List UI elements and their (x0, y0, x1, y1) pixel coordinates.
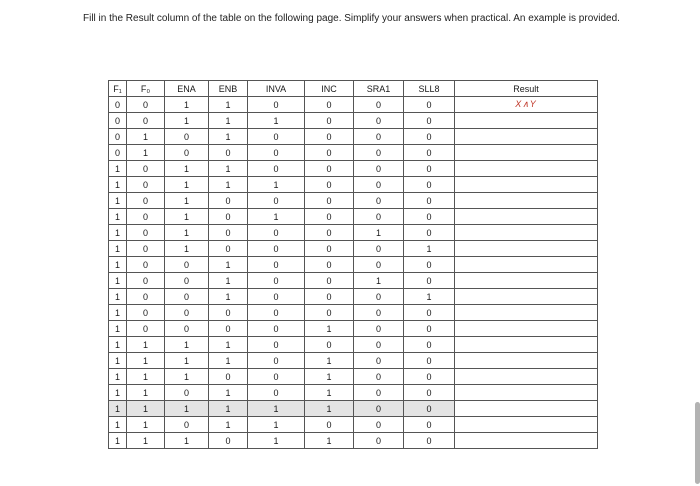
table-row (109, 161, 598, 177)
cell-f0: 0 (127, 177, 165, 193)
cell-sra1: 0 (354, 353, 404, 369)
cell-f1: 1 (109, 209, 127, 225)
cell-enb: 1 (209, 385, 248, 401)
scrollbar[interactable] (695, 402, 700, 484)
cell-inc: 1 (305, 353, 354, 369)
cell-enb: 0 (209, 433, 248, 449)
cell-f1: 1 (109, 433, 127, 449)
cell-inva: 1 (248, 113, 305, 129)
cell-f1: 1 (109, 193, 127, 209)
cell-enb: 0 (209, 145, 248, 161)
cell-inva: 1 (248, 401, 305, 417)
cell-f0: 0 (127, 97, 165, 113)
cell-inc: 0 (305, 113, 354, 129)
table-row (109, 321, 598, 337)
result-cell[interactable] (455, 385, 598, 401)
cell-sra1: 0 (354, 401, 404, 417)
cell-sll8: 0 (404, 433, 455, 449)
cell-sra1: 0 (354, 113, 404, 129)
cell-f0: 0 (127, 193, 165, 209)
cell-sra1: 0 (354, 369, 404, 385)
result-cell[interactable] (455, 289, 598, 305)
header-sra1: SRA1 (354, 81, 404, 97)
cell-sra1: 1 (354, 273, 404, 289)
table-header-row (109, 81, 598, 97)
cell-enb: 1 (209, 353, 248, 369)
cell-enb: 1 (209, 177, 248, 193)
cell-f0: 1 (127, 145, 165, 161)
cell-ena: 0 (165, 129, 209, 145)
cell-inva: 1 (248, 177, 305, 193)
cell-ena: 0 (165, 305, 209, 321)
cell-sll8: 0 (404, 369, 455, 385)
cell-inc: 1 (305, 401, 354, 417)
result-cell[interactable] (455, 145, 598, 161)
cell-f1: 0 (109, 97, 127, 113)
table-row (109, 337, 598, 353)
cell-sra1: 0 (354, 289, 404, 305)
result-cell[interactable] (455, 369, 598, 385)
cell-enb: 0 (209, 369, 248, 385)
cell-inc: 0 (305, 145, 354, 161)
cell-f0: 1 (127, 385, 165, 401)
cell-enb: 1 (209, 97, 248, 113)
cell-sra1: 0 (354, 177, 404, 193)
result-cell[interactable] (455, 113, 598, 129)
cell-ena: 1 (165, 369, 209, 385)
cell-inc: 1 (305, 433, 354, 449)
table-row (109, 177, 598, 193)
cell-inc: 0 (305, 417, 354, 433)
cell-inva: 0 (248, 257, 305, 273)
cell-inva: 0 (248, 385, 305, 401)
cell-inva: 0 (248, 145, 305, 161)
cell-inc: 1 (305, 369, 354, 385)
cell-f0: 0 (127, 209, 165, 225)
table-row (109, 225, 598, 241)
cell-sra1: 0 (354, 337, 404, 353)
result-cell[interactable] (455, 353, 598, 369)
result-cell[interactable] (455, 193, 598, 209)
cell-inc: 0 (305, 129, 354, 145)
cell-sll8: 0 (404, 177, 455, 193)
cell-enb: 1 (209, 273, 248, 289)
cell-f0: 1 (127, 129, 165, 145)
cell-f1: 1 (109, 353, 127, 369)
result-cell[interactable] (455, 321, 598, 337)
cell-sra1: 0 (354, 257, 404, 273)
cell-f1: 1 (109, 385, 127, 401)
table-row (109, 433, 598, 449)
result-cell[interactable] (455, 417, 598, 433)
result-cell[interactable] (455, 177, 598, 193)
cell-inc: 0 (305, 193, 354, 209)
cell-f0: 0 (127, 321, 165, 337)
cell-inva: 1 (248, 209, 305, 225)
cell-ena: 1 (165, 353, 209, 369)
table-row (109, 385, 598, 401)
cell-inva: 0 (248, 193, 305, 209)
cell-enb: 0 (209, 241, 248, 257)
cell-sll8: 0 (404, 353, 455, 369)
cell-f1: 1 (109, 337, 127, 353)
cell-sra1: 0 (354, 417, 404, 433)
cell-f1: 1 (109, 241, 127, 257)
cell-f0: 0 (127, 305, 165, 321)
cell-ena: 0 (165, 145, 209, 161)
cell-inc: 0 (305, 305, 354, 321)
cell-enb: 1 (209, 161, 248, 177)
cell-f0: 0 (127, 289, 165, 305)
cell-ena: 1 (165, 161, 209, 177)
cell-sra1: 0 (354, 161, 404, 177)
cell-inva: 0 (248, 161, 305, 177)
cell-sra1: 0 (354, 145, 404, 161)
cell-f1: 1 (109, 321, 127, 337)
cell-ena: 1 (165, 97, 209, 113)
cell-sll8: 0 (404, 257, 455, 273)
truth-table-sheet (108, 80, 598, 449)
cell-f0: 1 (127, 401, 165, 417)
result-cell[interactable] (455, 129, 598, 145)
cell-ena: 1 (165, 209, 209, 225)
cell-inva: 0 (248, 241, 305, 257)
cell-f1: 1 (109, 177, 127, 193)
cell-ena: 1 (165, 225, 209, 241)
cell-enb: 1 (209, 113, 248, 129)
cell-enb: 0 (209, 225, 248, 241)
cell-enb: 1 (209, 129, 248, 145)
cell-sll8: 0 (404, 145, 455, 161)
cell-inc: 0 (305, 177, 354, 193)
table-row (109, 257, 598, 273)
cell-sll8: 0 (404, 273, 455, 289)
cell-sll8: 0 (404, 401, 455, 417)
cell-ena: 0 (165, 257, 209, 273)
cell-f1: 1 (109, 273, 127, 289)
cell-inva: 1 (248, 433, 305, 449)
table-row (109, 353, 598, 369)
cell-ena: 1 (165, 177, 209, 193)
cell-enb: 1 (209, 417, 248, 433)
result-cell[interactable] (455, 225, 598, 241)
cell-f1: 0 (109, 129, 127, 145)
cell-f1: 1 (109, 289, 127, 305)
cell-f0: 0 (127, 257, 165, 273)
cell-sll8: 0 (404, 209, 455, 225)
cell-inva: 0 (248, 289, 305, 305)
cell-inva: 0 (248, 321, 305, 337)
cell-inc: 0 (305, 257, 354, 273)
result-cell[interactable] (455, 401, 598, 417)
table-row (109, 129, 598, 145)
table-row (109, 273, 598, 289)
cell-f0: 1 (127, 337, 165, 353)
cell-sll8: 0 (404, 225, 455, 241)
cell-f0: 1 (127, 353, 165, 369)
truth-table-body (109, 97, 598, 449)
cell-f0: 0 (127, 225, 165, 241)
cell-f0: 0 (127, 241, 165, 257)
cell-f1: 0 (109, 113, 127, 129)
cell-inva: 0 (248, 369, 305, 385)
cell-sra1: 0 (354, 385, 404, 401)
cell-inc: 0 (305, 209, 354, 225)
cell-inc: 0 (305, 97, 354, 113)
cell-sra1: 0 (354, 209, 404, 225)
cell-sra1: 0 (354, 193, 404, 209)
cell-f1: 1 (109, 369, 127, 385)
cell-f1: 1 (109, 401, 127, 417)
result-cell[interactable]: X∧Y (455, 97, 598, 113)
cell-ena: 0 (165, 273, 209, 289)
cell-sll8: 0 (404, 385, 455, 401)
cell-inc: 1 (305, 385, 354, 401)
cell-sll8: 0 (404, 161, 455, 177)
table-row (109, 289, 598, 305)
truth-table (108, 80, 598, 449)
cell-f1: 1 (109, 225, 127, 241)
cell-sra1: 0 (354, 305, 404, 321)
cell-ena: 0 (165, 321, 209, 337)
cell-sll8: 0 (404, 305, 455, 321)
cell-enb: 1 (209, 401, 248, 417)
header-ena: ENA (165, 81, 209, 97)
header-enb: ENB (209, 81, 248, 97)
table-row (109, 369, 598, 385)
cell-ena: 0 (165, 385, 209, 401)
table-row (109, 193, 598, 209)
cell-ena: 1 (165, 241, 209, 257)
cell-ena: 1 (165, 193, 209, 209)
cell-f1: 1 (109, 257, 127, 273)
table-row (109, 305, 598, 321)
cell-f1: 1 (109, 417, 127, 433)
cell-enb: 0 (209, 305, 248, 321)
header-sll8: SLL8 (404, 81, 455, 97)
cell-sll8: 0 (404, 97, 455, 113)
cell-sra1: 0 (354, 129, 404, 145)
cell-sra1: 0 (354, 97, 404, 113)
cell-f0: 0 (127, 161, 165, 177)
cell-inc: 0 (305, 241, 354, 257)
result-cell[interactable] (455, 257, 598, 273)
cell-inva: 1 (248, 417, 305, 433)
cell-sll8: 0 (404, 417, 455, 433)
cell-f1: 0 (109, 145, 127, 161)
cell-inc: 0 (305, 225, 354, 241)
cell-enb: 0 (209, 193, 248, 209)
cell-f0: 1 (127, 433, 165, 449)
cell-sll8: 0 (404, 193, 455, 209)
cell-enb: 0 (209, 321, 248, 337)
cell-sll8: 1 (404, 289, 455, 305)
cell-ena: 0 (165, 289, 209, 305)
instructions-text: Fill in the Result column of the table on the following page. Simplify your answers when practical. An example is provided. (83, 13, 620, 24)
cell-sra1: 1 (354, 225, 404, 241)
cell-sll8: 0 (404, 129, 455, 145)
cell-sll8: 0 (404, 113, 455, 129)
cell-inva: 0 (248, 225, 305, 241)
cell-sra1: 0 (354, 241, 404, 257)
cell-inva: 0 (248, 305, 305, 321)
cell-enb: 1 (209, 337, 248, 353)
table-row (109, 209, 598, 225)
cell-inva: 0 (248, 129, 305, 145)
result-cell[interactable] (455, 209, 598, 225)
header-f1: F₁ (109, 81, 127, 97)
header-inc: INC (305, 81, 354, 97)
result-cell[interactable] (455, 433, 598, 449)
cell-sll8: 0 (404, 337, 455, 353)
cell-ena: 1 (165, 337, 209, 353)
cell-f0: 1 (127, 369, 165, 385)
table-row (109, 417, 598, 433)
cell-ena: 1 (165, 113, 209, 129)
cell-sra1: 0 (354, 321, 404, 337)
cell-f0: 1 (127, 417, 165, 433)
cell-ena: 0 (165, 417, 209, 433)
cell-ena: 1 (165, 433, 209, 449)
cell-sll8: 1 (404, 241, 455, 257)
cell-f1: 1 (109, 305, 127, 321)
header-result: Result (455, 81, 598, 97)
cell-enb: 1 (209, 289, 248, 305)
cell-inva: 0 (248, 353, 305, 369)
result-cell[interactable] (455, 337, 598, 353)
header-inva: INVA (248, 81, 305, 97)
header-f0: F₀ (127, 81, 165, 97)
cell-sra1: 0 (354, 433, 404, 449)
table-row (109, 241, 598, 257)
result-cell[interactable] (455, 305, 598, 321)
cell-inc: 0 (305, 337, 354, 353)
table-row (109, 113, 598, 129)
cell-inc: 0 (305, 273, 354, 289)
table-row (109, 145, 598, 161)
result-cell[interactable] (455, 241, 598, 257)
table-row (109, 401, 598, 417)
cell-enb: 1 (209, 257, 248, 273)
cell-ena: 1 (165, 401, 209, 417)
cell-inc: 0 (305, 289, 354, 305)
cell-enb: 0 (209, 209, 248, 225)
cell-inva: 0 (248, 97, 305, 113)
result-cell[interactable] (455, 161, 598, 177)
cell-f1: 1 (109, 161, 127, 177)
cell-inc: 0 (305, 161, 354, 177)
cell-inva: 0 (248, 273, 305, 289)
cell-f0: 0 (127, 273, 165, 289)
result-cell[interactable] (455, 273, 598, 289)
cell-inva: 0 (248, 337, 305, 353)
cell-f0: 0 (127, 113, 165, 129)
cell-inc: 1 (305, 321, 354, 337)
table-row (109, 97, 598, 113)
cell-sll8: 0 (404, 321, 455, 337)
